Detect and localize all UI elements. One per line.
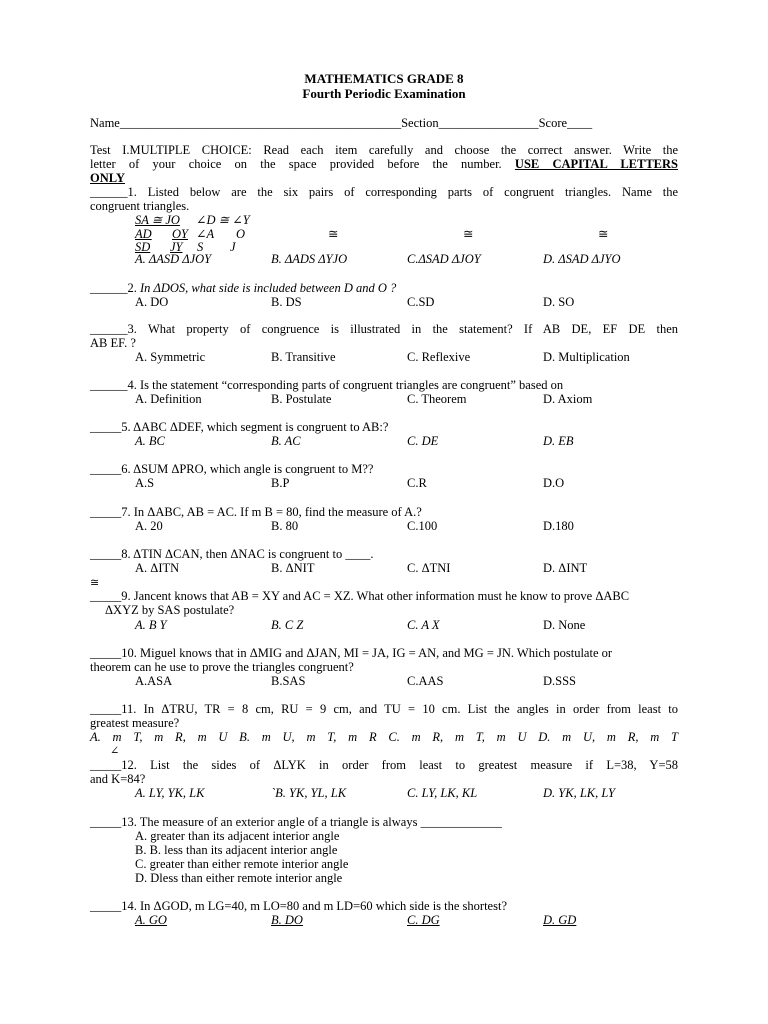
name-field[interactable]: _____________________________________________ <box>119 116 402 130</box>
option-d[interactable]: D.180 <box>543 519 574 533</box>
answer-blank[interactable]: ______ <box>90 378 128 392</box>
question-3: ______3. What property of congruence is illustrated in the statement? If AB DE, EF DE then <box>90 322 679 336</box>
answer-blank[interactable]: ______ <box>90 185 128 199</box>
option-b[interactable]: B. Transitive <box>271 350 336 364</box>
option-c[interactable]: C.ΔSAD ΔJOY <box>407 252 481 266</box>
question-13: _____13. The measure of an exterior angle of a triangle is always _____________ <box>90 815 502 829</box>
option-c[interactable]: C.R <box>407 476 427 490</box>
answer-blank[interactable]: _____ <box>90 646 122 660</box>
option-a[interactable]: A. greater than its adjacent interior angle <box>135 829 340 843</box>
question-12-line-2: and K=84? <box>90 772 146 786</box>
option-c[interactable]: C.100 <box>407 519 438 533</box>
question-1: ______1. Listed below are the six pairs of corresponding parts of congruent triangles. Name the <box>90 185 678 199</box>
answer-blank[interactable]: _____ <box>90 589 122 603</box>
option-c[interactable]: C. greater than either remote interior angle <box>135 857 349 871</box>
option-b[interactable]: B. ΔNIT <box>271 561 315 575</box>
name-label: Name <box>90 116 120 130</box>
option-a[interactable]: A. GO <box>135 913 167 927</box>
option-c[interactable]: C. DE <box>407 434 439 448</box>
answer-blank[interactable]: _____ <box>90 899 122 913</box>
instructions-text: letter of your choice on the space provided before the number. <box>90 157 502 171</box>
question-2: ______2. In ΔDOS, what side is included between D and O ? <box>90 281 397 295</box>
section-field[interactable]: ________________ <box>438 116 539 130</box>
score-field[interactable]: ____ <box>567 116 593 130</box>
option-d[interactable]: D. SO <box>543 295 575 309</box>
pair-row-2-a: AD <box>135 227 152 241</box>
option-c[interactable]: C. DG <box>407 913 440 927</box>
question-11: _____11. In ΔTRU, TR = 8 cm, RU = 9 cm, and TU = 10 cm. List the angles in order from least to <box>90 702 678 716</box>
congruent-icon: ≅ <box>90 577 100 589</box>
option-b[interactable]: B. 80 <box>271 519 299 533</box>
option-d[interactable]: D. Multiplication <box>543 350 630 364</box>
pair-row-2-b: OY <box>172 227 188 241</box>
question-1-line-2: congruent triangles. <box>90 199 190 213</box>
option-a[interactable]: A.S <box>135 476 155 490</box>
pair-row-1-a: SA ≅ JO <box>135 213 180 227</box>
pair-row-3-b: JY <box>170 240 183 254</box>
option-a[interactable]: A. LY, YK, LK <box>135 786 205 800</box>
question-6: _____6. ΔSUM ΔPRO, which angle is congruent to M?? <box>90 462 374 476</box>
congruent-icon: ≅ <box>463 227 474 241</box>
question-11-line-2: greatest measure? <box>90 716 180 730</box>
option-b[interactable]: `B. YK, YL, LK <box>271 786 347 800</box>
pair-row-2-d: O <box>236 227 246 241</box>
pair-row-3-c: S <box>197 240 204 254</box>
exam-title: MATHEMATICS GRADE 8 <box>304 71 464 86</box>
option-a[interactable]: A. Definition <box>135 392 202 406</box>
option-a[interactable]: A. DO <box>135 295 169 309</box>
option-d[interactable]: D.SSS <box>543 674 577 688</box>
pair-row-3-d: J <box>230 240 236 254</box>
exam-subtitle: Fourth Periodic Examination <box>302 86 466 101</box>
option-b[interactable]: B. B. less than its adjacent interior angle <box>135 843 338 857</box>
option-c[interactable]: C. ΔTNI <box>407 561 451 575</box>
option-b[interactable]: B. ΔADS ΔYJO <box>271 252 348 266</box>
option-b[interactable]: B. DO <box>271 913 303 927</box>
option-a[interactable]: A. Symmetric <box>135 350 206 364</box>
question-12: _____12. List the sides of ΔLYK in order from least to greatest measure if L=38, Y=58 <box>90 758 679 772</box>
pair-row-2-c: ∠A <box>196 227 215 241</box>
option-b[interactable]: B.P <box>271 476 290 490</box>
answer-blank[interactable]: ______ <box>90 281 128 295</box>
answer-blank[interactable]: ______ <box>90 322 128 336</box>
answer-blank[interactable]: _____ <box>90 815 122 829</box>
option-c[interactable]: C. Theorem <box>407 392 467 406</box>
option-d[interactable]: D. ΔSAD ΔJYO <box>543 252 621 266</box>
answer-blank[interactable]: _____ <box>90 505 122 519</box>
answer-blank[interactable]: _____ <box>90 702 122 716</box>
option-b[interactable]: B. C Z <box>271 618 304 632</box>
info-line <box>90 116 592 130</box>
pair-row-1-b: ∠D ≅ ∠Y <box>196 213 250 227</box>
option-d[interactable]: D. GD <box>543 913 577 927</box>
option-d[interactable]: D.O <box>543 476 565 490</box>
question-14: _____14. In ΔGOD, m LG=40, m LO=80 and m LD=60 which side is the shortest? <box>90 899 507 913</box>
answer-blank[interactable]: _____ <box>90 420 122 434</box>
option-c[interactable]: C. LY, LK, KL <box>407 786 478 800</box>
option-b[interactable]: B.SAS <box>271 674 306 688</box>
option-d[interactable]: D. YK, LK, LY <box>543 786 616 800</box>
option-b[interactable]: B. DS <box>271 295 302 309</box>
angle-icon: ∠ <box>110 745 120 757</box>
answer-blank[interactable]: _____ <box>90 547 122 561</box>
question-3-line-2: AB EF. ? <box>90 336 136 350</box>
option-a[interactable]: A.ASA <box>135 674 173 688</box>
question-4: ______4. Is the statement “corresponding parts of congruent triangles are congruent” based on <box>90 378 564 392</box>
option-a[interactable]: A. B Y <box>135 618 167 632</box>
option-a[interactable]: A. BC <box>135 434 165 448</box>
option-a[interactable]: A. 20 <box>135 519 163 533</box>
option-d[interactable]: D. None <box>543 618 586 632</box>
question-5: _____5. ΔABC ΔDEF, which segment is congruent to AB:? <box>90 420 389 434</box>
option-c[interactable]: C.SD <box>407 295 435 309</box>
instructions-line-1: Test I.MULTIPLE CHOICE: Read each item carefully and choose the correct answer. Write the <box>90 143 678 157</box>
question-7: _____7. In ΔABC, AB = AC. If m B = 80, find the measure of A.? <box>90 505 422 519</box>
question-9: _____9. Jancent knows that AB = XY and AC = XZ. What other information must he know to prove ΔABC <box>90 589 630 603</box>
option-c[interactable]: C. A X <box>407 618 440 632</box>
option-b[interactable]: B. AC <box>271 434 301 448</box>
congruent-icon: ≅ <box>328 227 339 241</box>
capital-letters-note: USE CAPITAL LETTERS <box>514 157 678 171</box>
instructions-line-2 <box>90 157 678 171</box>
question-10: _____10. Miguel knows that in ΔMIG and ΔJAN, MI = JA, IG = AN, and MG = JN. Which postulate or <box>90 646 613 660</box>
instructions-line-3: ONLY <box>90 171 125 185</box>
question-8: _____8. ΔTIN ΔCAN, then ΔNAC is congruent to ____. <box>90 547 374 561</box>
option-c[interactable]: C. Reflexive <box>407 350 471 364</box>
option-d[interactable]: D. EB <box>543 434 574 448</box>
score-label: Score <box>538 116 568 130</box>
option-c[interactable]: C.AAS <box>407 674 444 688</box>
option-d[interactable]: D. Axiom <box>543 392 593 406</box>
question-11-options[interactable]: A. m T, m R, m U B. m U, m T, m R C. m R, m T, m U D. m U, m R, m T <box>90 730 678 744</box>
question-9-line-2: ΔXYZ by SAS postulate? <box>105 603 235 617</box>
option-b[interactable]: B. Postulate <box>271 392 332 406</box>
answer-blank[interactable]: _____ <box>90 462 122 476</box>
pair-row-3-a: SD <box>135 240 151 254</box>
question-10-line-2: theorem can he use to prove the triangles congruent? <box>90 660 354 674</box>
section-label: Section <box>401 116 439 130</box>
option-d[interactable]: D. Dless than either remote interior angle <box>135 871 343 885</box>
answer-blank[interactable]: _____ <box>90 758 122 772</box>
option-a[interactable]: A. ΔITN <box>135 561 180 575</box>
option-d[interactable]: D. ΔINT <box>543 561 588 575</box>
congruent-icon: ≅ <box>598 227 609 241</box>
option-a[interactable]: A. ΔASD ΔJOY <box>135 252 212 266</box>
